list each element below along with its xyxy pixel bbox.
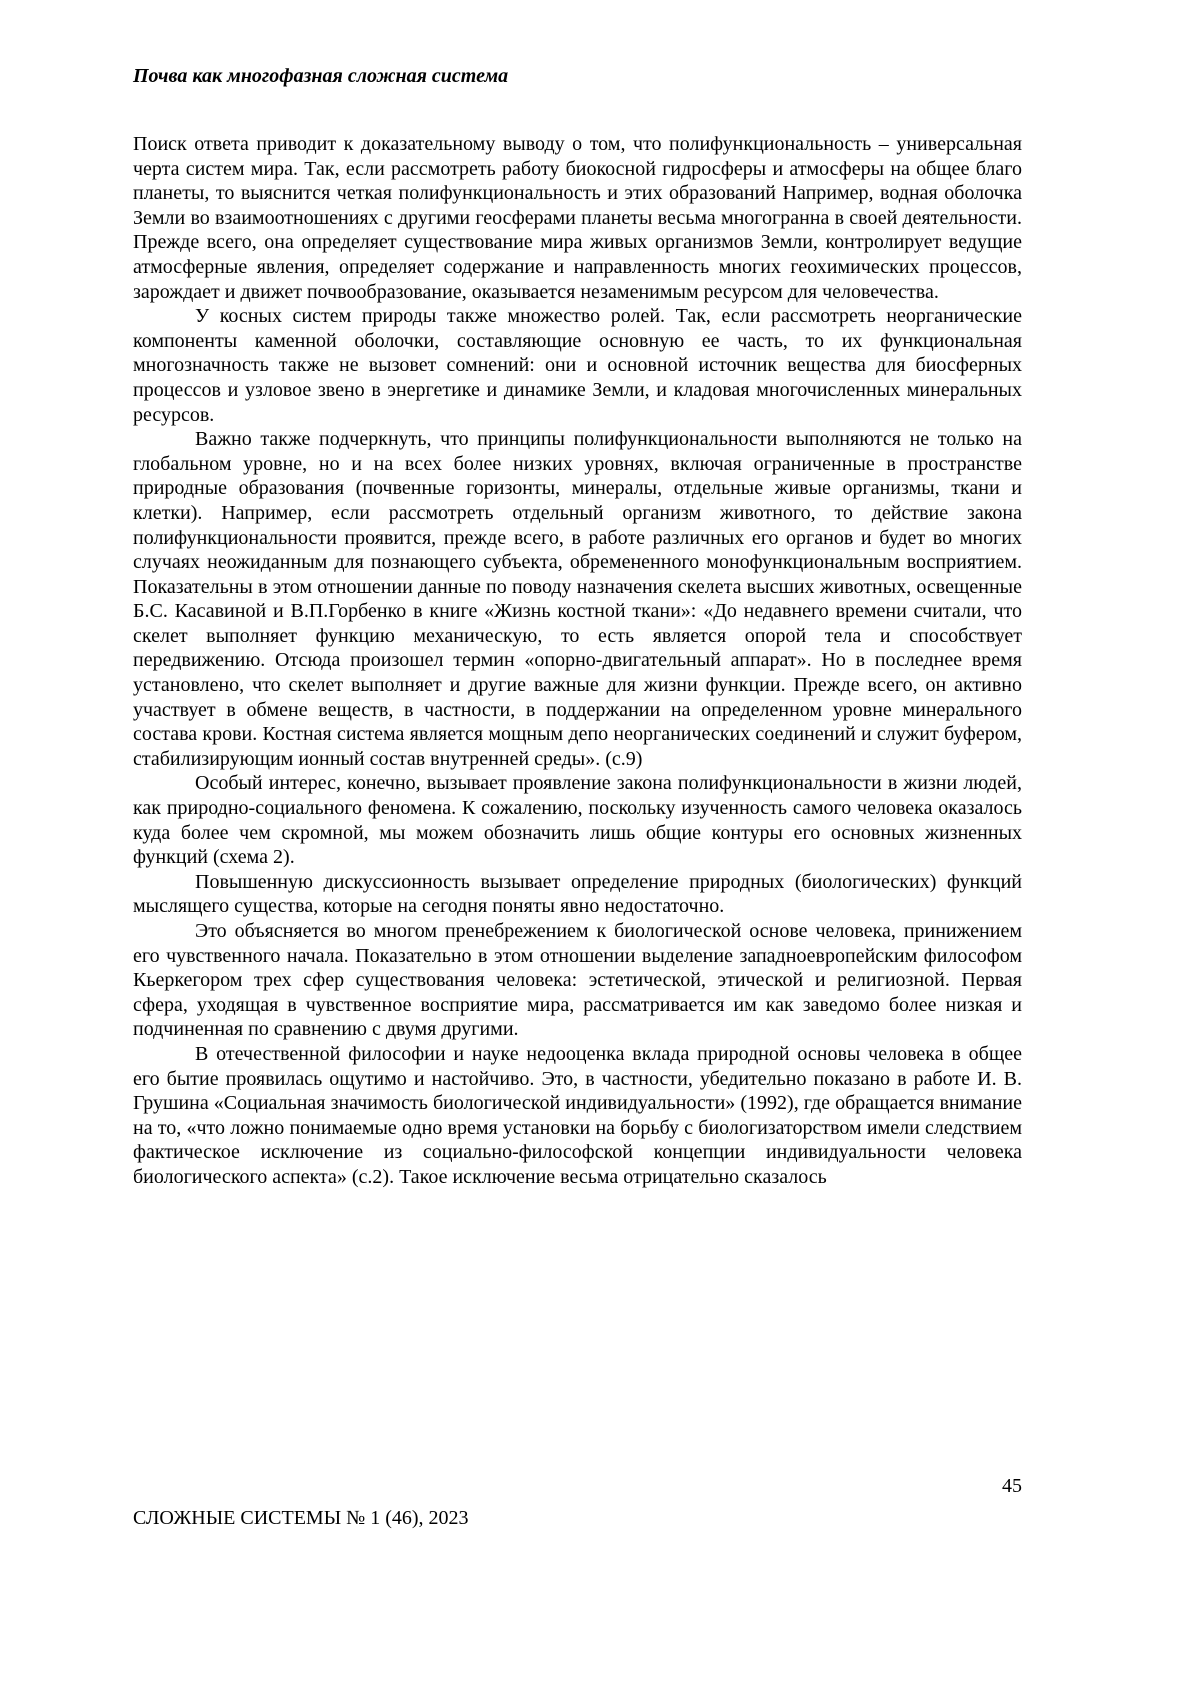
paragraph: Повышенную дискуссионность вызывает определение природных (биологических) функций мыслящего существа, которые на сегодня поняты явно недостаточно. (133, 870, 1022, 918)
running-head-title: Почва как многофазная сложная система (133, 65, 509, 87)
paragraph: Это объясняется во многом пренебрежением к биологической основе человека, принижением его чувственного начала. Показательно в этом отношении выделение западноевропейским философом Кьеркегором трех сфер существования человека: эстетической, этической и религиозной. Первая сфера, уходящая в чувственное восприятие мира, рассматривается им как заведомо более низкая и подчиненная по сравнению с двумя другими. (133, 920, 1022, 1041)
paragraph: В отечественной философии и науке недооценка вклада природной основы человека в общее его бытие проявилась ощутимо и настойчиво. Это, в частности, убедительно показано в работе И. В. Грушина «Социальная значимость биологической индивидуальности» (1992), где обращается внимание на то, «что ложно понимаемые одно время установки на борьбу с биологизаторством имели следствием фактическое исключение из социально-философской концепции индивидуальности человека биологического аспекта» (с.2). Такое исключение весьма отрицательно сказалось (133, 1042, 1022, 1188)
text-block (133, 64, 1022, 1190)
paragraph: Поиск ответа приводит к доказательному выводу о том, что полифункциональность – универсальная черта систем мира. Так, если рассмотреть работу биокосной гидросферы и атмосферы на общее благо планеты, то выяснится четкая полифункциональность и этих образований Например, водная оболочка Земли во взаимоотношениях с другими геосферами планеты весьма многогранна в своей деятельности. Прежде всего, она определяет существование мира живых организмов Земли, контролирует ведущие атмосферные явления, определяет содержание и направленность многих геохимических процессов, зарождает и движет почвообразование, оказывается незаменимым ресурсом для человечества. (133, 133, 1022, 303)
paragraph: Важно также подчеркнуть, что принципы полифункциональности выполняются не только на глобальном уровне, но и на всех более низких уровнях, включая ограниченные в пространстве природные образования (почвенные горизонты, минералы, отдельные живые организмы, ткани и клетки). Например, если рассмотреть отдельный организм животного, то действие закона полифункциональности проявится, прежде всего, в работе различных его органов и будет во многих случаях неожиданным для познающего субъекта, обремененного монофункциональным восприятием. Показательны в этом отношении данные по поводу назначения скелета высших животных, освещенные Б.С. Касавиной и В.П.Горбенко в книге «Жизнь костной ткани»: «До недавнего времени считали, что скелет выполняет функцию механическую, то есть является опорой тела и способствует передвижению. Отсюда произошел термин «опорно-двигательный аппарат». Но в последнее время установлено, что скелет выполняет и другие важные для жизни функции. Прежде всего, он активно участвует в обмене веществ, в частности, в поддержании на определенном уровне минерального состава крови. Костная система является мощным депо неорганических соединений и служит буфером, стабилизирующим ионный состав внутренней среды». (с.9) (133, 428, 1022, 770)
paragraph: У косных систем природы также множество ролей. Так, если рассмотреть неорганические компоненты каменной оболочки, составляющие основную ее часть, то их функциональная многозначность также не вызовет сомнений: они и основной источник вещества для биосферных процессов и узловое звено в энергетике и динамике Земли, и кладовая многочисленных минеральных ресурсов. (133, 305, 1022, 426)
page-number: 45 (1002, 1475, 1022, 1497)
paragraph: Особый интерес, конечно, вызывает проявление закона полифункциональности в жизни людей, как природно-социального феномена. К сожалению, поскольку изученность самого человека оказалось куда более чем скромной, мы можем обозначить лишь общие контуры его основных жизненных функций (схема 2). (133, 772, 1022, 869)
footer-journal-title: СЛОЖНЫЕ СИСТЕМЫ № 1 (46), 2023 (133, 1507, 469, 1529)
paragraphs (133, 132, 1022, 1190)
